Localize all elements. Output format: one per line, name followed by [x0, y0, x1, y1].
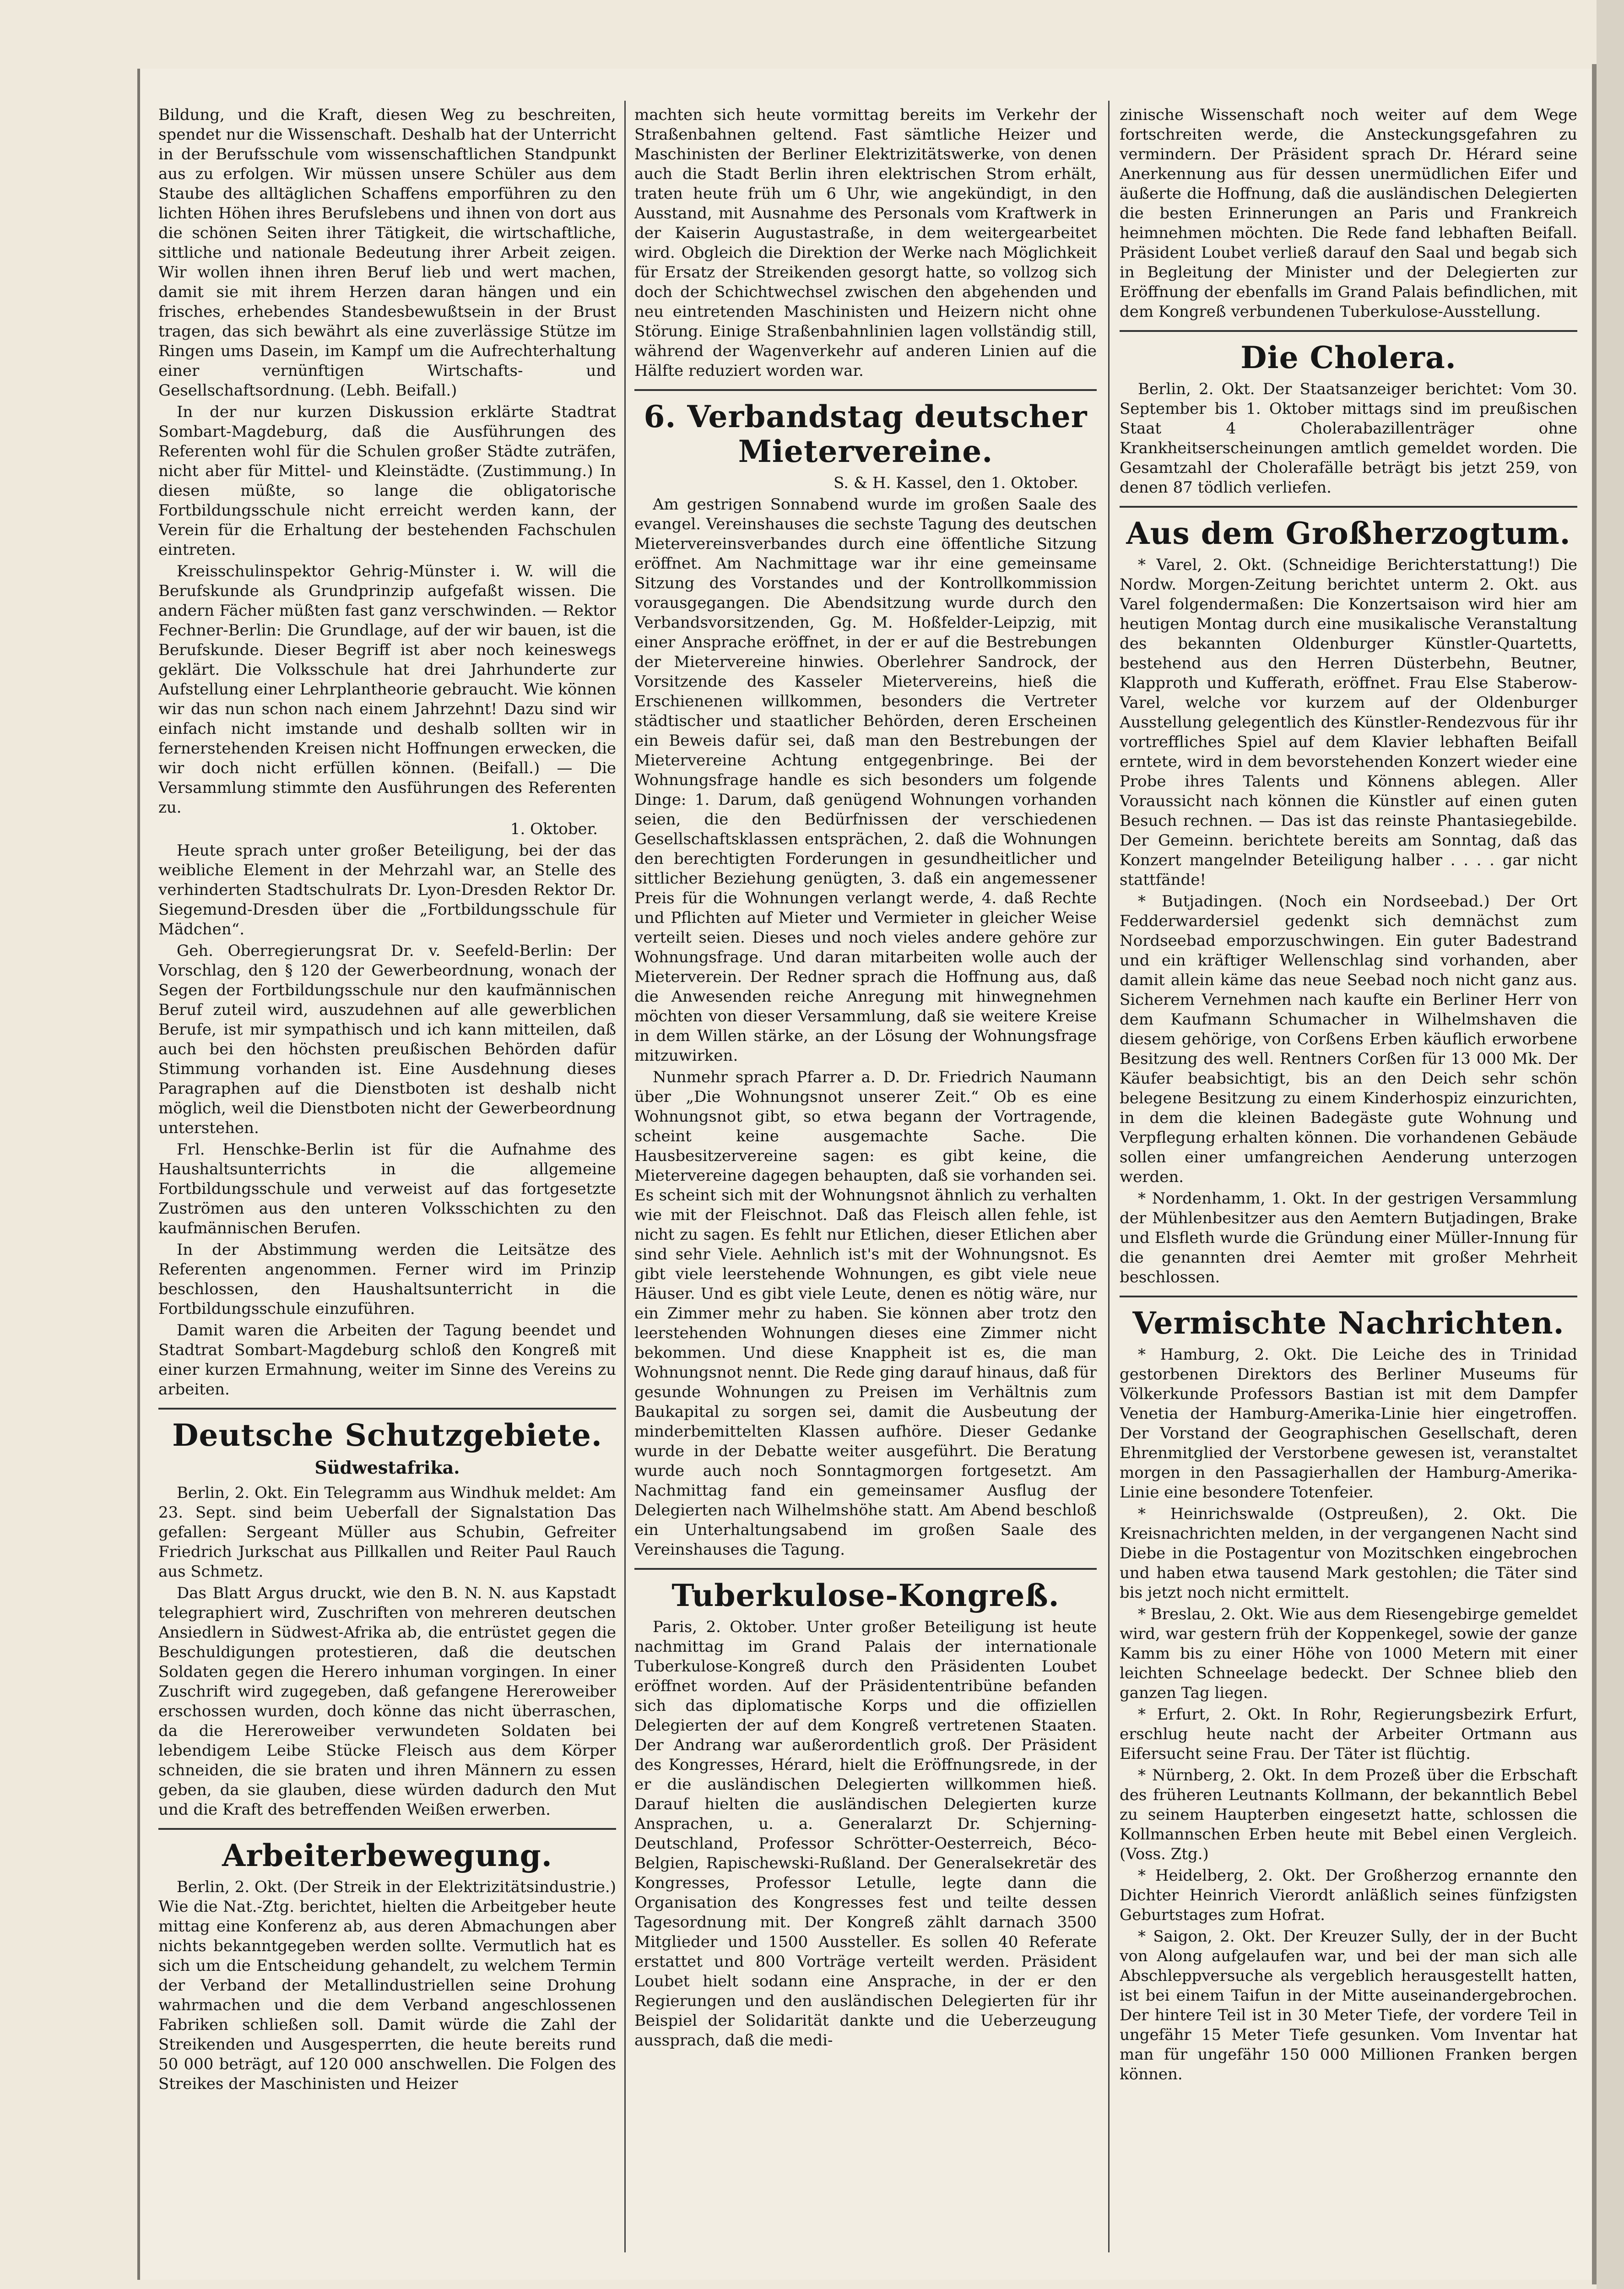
article-text: Paris, 2. Oktober. Unter großer Beteiligung ist heute nachmittag im Grand Palais der internationale Tuberkulose-Kongreß durch den Präsidenten Loubet eröffnet worden. Auf der Präsidententribüne befanden sich das diplomatische Korps und die offiziellen Delegierten der auf dem Kongreß vertretenen Staaten. Der Andrang war außerordentlich groß. Der Präsident des Kongresses, Hérard, hielt die Eröffnungsrede, in der er die ausländischen Delegierten willkommen hieß. Darauf hielten die ausländischen Delegierten kurze Ansprachen, u. a. Generalarzt Dr. Schjerning-Deutschland, Professor Schrötter-Oesterreich, Béco-Belgien, Rapischewski-Rußland. Der Generalsekretär des Kongresses, Professor Letulle, legte dann die Organisation des Kongresses fest und teilte dessen Tagesordnung mit. Der Kongreß zählt darnach 3500 Mitglieder und 1500 Aussteller. Es sollen 40 Referate erstattet und 800 Vorträge verteilt werden. Präsident Loubet hielt sodann eine Ansprache, in der er den Regierungen und den ausländischen Delegierten für ihr Beispiel der Solidarität dankte und die Ueberzeugung aussprach, daß die medi-: [634, 1618, 1097, 2050]
section-divider: [1120, 330, 1577, 332]
article-text: In der nur kurzen Diskussion erklärte Stadtrat Sombart-Magdeburg, daß die Ausführungen des Referenten wohl für die Schulen großer Städte zuträfen, nicht aber für Mittel- und Kleinstädte. (Zustimmung.) In diesen müßte, so lange die obligatorische Fortbildungsschule nicht erreicht werden kann, der Verein für die Erhaltung der bestehenden Fachschulen eintreten.: [158, 403, 616, 559]
section-divider: [634, 1568, 1097, 1570]
article-text: * Butjadingen. (Noch ein Nordseebad.) Der Ort Fedderwardersiel gedenkt sich demnächst zum Nordseebad emporzuschwingen. Ein guter Badestrand und ein kräftiger Wellenschlag sind vorhanden, aber damit allein käme das neue Seebad noch nicht ganz aus. Sicherem Vernehmen nach kaufte ein Berliner Herr von dem Kaufmann Schumacher in Wilhelmshaven die diesem gehörige, von Corßens Erben käuflich erworbene Besitzung des well. Rentners Corßen für 13 000 Mk. Der Käufer beabsichtigt, bis an den Deich sehr schön belegene Besitzung zu einem Kinderhospiz einzurichten, in dem die kleinen Badegäste gute Wohnung und Verpflegung erhalten können. Die vorhandenen Gebäude sollen einer umfangreichen Aenderung unterzogen werden.: [1120, 892, 1577, 1186]
section-heading: Arbeiterbewegung.: [222, 1838, 552, 1873]
section-heading: Vermischte Nachrichten.: [1132, 1305, 1564, 1341]
article-text: Geh. Oberregierungsrat Dr. v. Seefeld-Berlin: Der Vorschlag, den § 120 der Gewerbeordnung, wonach der Segen der Fortbildungsschule nur den kaufmännischen Beruf zuteil wird, auszudehnen auf alle gewerblichen Berufe, ist mir sympathisch und ich kann mitteilen, daß auch bei den höchsten preußischen Behörden dafür Stimmung vorhanden ist. Eine Ausdehnung dieses Paragraphen auf die Dienstboten ist deshalb nicht möglich, weil die Dienstboten nicht der Gewerbeordnung unterstehen.: [158, 942, 616, 1137]
column-1: [158, 105, 616, 2248]
article-text: * Saigon, 2. Okt. Der Kreuzer Sully, der in der Bucht von Along aufgelaufen war, und bei der man sich alle Abschleppversuche als vergeblich herausgestellt hatten, ist bei einem Taifun in der Mitte auseinandergebrochen. Der hintere Teil ist in 30 Meter Tiefe, der vordere Teil in ungefähr 15 Meter Tiefe gesunken. Vom Inventar hat man für ungefähr 150 000 Millionen Franken bergen können.: [1120, 1927, 1577, 2083]
article-text: Berlin, 2. Okt. Der Staatsanzeiger berichtet: Vom 30. September bis 1. Oktober mittags sind im preußischen Staat 4 Cholerabazillenträger ohne Krankheitserscheinungen amtlich gemeldet worden. Die Gesamtzahl der Cholerafälle beträgt bis jetzt 259, von denen 87 tödlich verliefen.: [1120, 380, 1577, 497]
article-text: * Heinrichswalde (Ostpreußen), 2. Okt. Die Kreisnachrichten melden, in der vergangenen Nacht sind Diebe in die Postagentur von Mozitschken eingebrochen und haben etwa tausend Mark gestohlen; die Täter sind bis jetzt noch nicht ermittelt.: [1120, 1505, 1577, 1602]
page-edge-shadow: [1592, 64, 1597, 2284]
article-text: * Hamburg, 2. Okt. Die Leiche des in Trinidad gestorbenen Direktors des Berliner Museums für Völkerkunde Professors Bastian ist mit dem Dampfer Venetia der Hamburg-Amerika-Linie hier eingetroffen. Der Vorstand der Geographischen Gesellschaft, deren Ehrenmitglied der Verstorbene gewesen ist, veranstaltet morgen in den Passagierhallen der Hamburg-Amerika-Linie eine besondere Totenfeier.: [1120, 1345, 1577, 1502]
column-rule: [1108, 101, 1110, 2252]
section-subheading: Südwestafrika.: [314, 1457, 460, 1478]
article-text: Bildung, und die Kraft, diesen Weg zu beschreiten, spendet nur die Wissenschaft. Deshalb hat der Unterricht in der Berufsschule vom wissenschaftlichen Standpunkt aus zu erfolgen. Wir müssen unsere Schüler aus dem Staube des alltäglichen Schaffens emporführen zu den lichten Höhen ihres Berufslebens und ihnen von dort aus die schönen Seiten ihrer Tätigkeit, die wirtschaftliche, sittliche und nationale Bedeutung ihrer Arbeit zeigen. Wir wollen ihnen ihren Beruf lieb und wert machen, damit sie mit ihrem Herzen daran hängen und ein frisches, erhebendes Standesbewußtsein in der Brust tragen, das sich bewährt als eine zuverlässige Stütze im Ringen ums Dasein, im Kampf um die Aufrechterhaltung einer vernünftigen Wirtschafts- und Gesellschaftsordnung. (Lebh. Beifall.): [158, 106, 616, 400]
section-heading: Die Cholera.: [1240, 340, 1456, 375]
section-divider: [1120, 1296, 1577, 1297]
newspaper-page: [137, 69, 1596, 2280]
dateline: 1. Oktober.: [510, 820, 598, 838]
article-text: Damit waren die Arbeiten der Tagung beendet und Stadtrat Sombart-Magdeburg schloß den Kongreß mit einer kurzen Ermahnung, weiter im Sinne des Vereins zu arbeiten.: [158, 1321, 616, 1399]
article-text: Am gestrigen Sonnabend wurde im großen Saale des evangel. Vereinshauses die sechste Tagung des deutschen Mietervereinsverbandes durch eine öffentliche Sitzung eröffnet. Am Nachmittage war ihr eine gemeinsame Sitzung des Vorstandes und der Kontrollkommission vorausgegangen. Die Abendsitzung wurde durch den Verbandsvorsitzenden, Gg. M. Hoßfelder-Leipzig, mit einer Ansprache eröffnet, in der er auf die Bestrebungen der Mietervereine hinwies. Oberlehrer Sandrock, der Vorsitzende des Kasseler Mietervereins, hieß die Erschienenen willkommen, besonders die Vertreter städtischer und staatlicher Behörden, deren Erscheinen ein Beweis dafür sei, daß man den Bestrebungen der Mietervereine Achtung entgegenbringe. Bei der Wohnungsfrage handle es sich besonders um folgende Dinge: 1. Darum, daß genügend Wohnungen vorhanden seien, die den Bedürfnissen der verschiedenen Gesellschaftsklassen entsprächen, 2. daß die Wohnungen den berechtigten Forderungen in gesundheitlicher und sittlicher Beziehung genügten, 3. daß ein angemessener Preis für die Wohnungen verlangt werde, 4. daß Rechte und Pflichten auf Mieter und Vermieter in gleicher Weise verteilt seien. Dieses und noch vieles andere gehöre zur Wohnungsfrage. Und daran mitarbeiten wolle auch der Mieterverein. Der Redner sprach die Hoffnung aus, daß die Anwesenden reiche Anregung mit hinwegnehmen möchten von dieser Versammlung, daß sie weitere Kreise in dem Willen stärke, an der Lösung der Wohnungsfrage mitzuwirken.: [634, 495, 1097, 1065]
article-text: Frl. Henschke-Berlin ist für die Aufnahme des Haushaltsunterrichts in die allgemeine Fortbildungsschule und verweist auf das fortgesetzte Zuströmen aus den unteren Volksschichten zu den kaufmännischen Berufen.: [158, 1140, 616, 1237]
article-text: * Erfurt, 2. Okt. In Rohr, Regierungsbezirk Erfurt, erschlug heute nacht der Arbeiter Ortmann aus Eifersucht seine Frau. Der Täter ist flüchtig.: [1120, 1705, 1577, 1763]
article-text: machten sich heute vormittag bereits im Verkehr der Straßenbahnen geltend. Fast sämtliche Heizer und Maschinisten der Berliner Elektrizitätswerke, von denen auch die Stadt Berlin ihren elektrischen Strom erhält, traten heute früh um 6 Uhr, wie angekündigt, in den Ausstand, mit Ausnahme des Personals vom Kraftwerk in der Kaiserin Augustastraße, in dem weitergearbeitet wird. Obgleich die Direktion der Werke nach Möglichkeit für Ersatz der Streikenden gesorgt hatte, so vollzog sich doch der Schichtwechsel zwischen den abgehenden und neu eintretenden Maschinisten und Heizern nicht ohne Störung. Einige Straßenbahnlinien lagen vollständig still, während der Wagenverkehr auf anderen Linien auf die Hälfte reduziert worden war.: [634, 106, 1097, 380]
article-text: Heute sprach unter großer Beteiligung, bei der das weibliche Element in der Mehrzahl war, an Stelle des verhinderten Stadtschulrats Dr. Lyon-Dresden Rektor Dr. Siegemund-Dresden über die „Fortbildungsschule für Mädchen“.: [158, 841, 616, 938]
section-divider: [1120, 506, 1577, 508]
section-divider: [634, 389, 1097, 391]
dateline: S. & H. Kassel, den 1. Oktober.: [834, 474, 1078, 492]
article-text: zinische Wissenschaft noch weiter auf dem Wege fortschreiten werde, die Ansteckungsgefahren zu vermindern. Der Präsident sprach Dr. Hérard seine Anerkennung aus für dessen unermüdlichen Eifer und äußerte die Hoffnung, daß die ausländischen Delegierten die besten Erinnerungen an Paris und Frankreich heimnehmen möchten. Die Rede fand lebhaften Beifall. Präsident Loubet verließ darauf den Saal und begab sich in Begleitung der Minister und der Delegierten zur Eröffnung der ebenfalls im Grand Palais befindlichen, mit dem Kongreß verbundenen Tuberkulose-Ausstellung.: [1120, 106, 1577, 321]
article-text: Berlin, 2. Okt. (Der Streik in der Elektrizitätsindustrie.) Wie die Nat.-Ztg. berichtet, hielten die Arbeitgeber heute mittag eine Konferenz ab, aus deren Abmachungen aber nichts bekanntgegeben werden sollte. Vermutlich hat es sich um die Entscheidung gehandelt, zu welchem Termin der Verband der Metallindustriellen seine Drohung wahrmachen und die dem Verband angeschlossenen Fabriken schließen soll. Damit würde die Zahl der Streikenden und Ausgesperrten, die heute bereits rund 50 000 beträgt, auf 120 000 anschwellen. Die Folgen des Streikes der Maschinisten und Heizer: [158, 1878, 616, 2093]
article-text: * Nürnberg, 2. Okt. In dem Prozeß über die Erbschaft des früheren Leutnants Kollmann, der bekanntlich Bebel zu seinem Haupterben eingesetzt hatte, schlossen die Kollmannschen Erben heute mit Bebel einen Vergleich. (Voss. Ztg.): [1120, 1766, 1577, 1863]
section-heading: Deutsche Schutzgebiete.: [172, 1417, 602, 1453]
article-text: * Heidelberg, 2. Okt. Der Großherzog ernannte den Dichter Heinrich Vierordt anläßlich seines fünfzigsten Geburtstages zum Hofrat.: [1120, 1866, 1577, 1924]
section-heading: 6. Verbandstag deutscher Mietervereine.: [644, 399, 1088, 469]
section-heading: Aus dem Großherzogtum.: [1126, 515, 1571, 551]
column-rule: [624, 101, 626, 2252]
column-2: [634, 105, 1097, 2248]
article-text: Berlin, 2. Okt. Ein Telegramm aus Windhuk meldet: Am 23. Sept. sind beim Ueberfall der Signalstation Das gefallen: Sergeant Müller aus Schubin, Gefreiter Friedrich Jurkschat aus Pillkallen und Reiter Paul Rauch aus Schmetz.: [158, 1484, 616, 1581]
article-text: Das Blatt Argus druckt, wie den B. N. N. aus Kapstadt telegraphiert wird, Zuschriften von mehreren deutschen Ansiedlern in Südwest-Afrika ab, die entrüstet gegen die Beschuldigungen protestieren, daß die deutschen Soldaten gegen die Herero inhuman vorgingen. In einer Zuschrift wird zugegeben, daß gefangene Hereroweiber erschossen wurden, doch könne das nicht überraschen, da die Hereroweiber verwundeten Soldaten bei lebendigem Leibe Stücke Fleisch aus dem Körper schneiden, die sie braten und ihren Männern zu essen geben, da sie glauben, diese würden dadurch den Mut und die Kraft des betreffenden Weißen erwerben.: [158, 1584, 616, 1819]
article-text: Nunmehr sprach Pfarrer a. D. Dr. Friedrich Naumann über „Die Wohnungsnot unserer Zeit.“ Ob es eine Wohnungsnot gibt, so etwa begann der Vortragende, scheint keine ausgemachte Sache. Die Hausbesitzervereine sagen: es gibt keine, die Mietervereine dagegen behaupten, daß sie vorhanden sei. Es scheint sich mit der Wohnungsnot ähnlich zu verhalten wie mit der Fleischnot. Daß das Fleisch allen fehle, ist nicht zu sagen. Es fehlt nur Etlichen, dieser Etlichen aber sind sehr Viele. Aehnlich ist's mit der Wohnungsnot. Es gibt viele leerstehende Wohnungen, es gibt viele neue Häuser. Und es gibt viele Leute, denen es nötig wäre, nur ein Zimmer mehr zu haben. Sie können aber trotz den leerstehenden Wohnungen dieses eine Zimmer nicht bekommen. Und diese Knappheit ist es, die man Wohnungsnot nennt. Die Rede ging darauf hinaus, daß für gesunde Wohnungen zu Preisen im Verhältnis zum Baukapital zu sorgen sei, damit die Ausbeutung der minderbemittelten Klassen aufhöre. Dieser Gedanke wurde in der Debatte weiter ausgeführt. Die Beratung wurde auch noch Sonntagmorgen fortgesetzt. Am Nachmittag fand ein gemeinsamer Ausflug der Delegierten nach Wilhelmshöhe statt. Am Abend beschloß ein Unterhaltungsabend im großen Saale des Vereinshauses die Tagung.: [634, 1068, 1097, 1559]
article-text: * Nordenhamm, 1. Okt. In der gestrigen Versammlung der Mühlenbesitzer aus den Aemtern Butjadingen, Brake und Elsfleth wurde die Gründung einer Müller-Innung für die genannten drei Aemter mit großer Mehrheit beschlossen.: [1120, 1189, 1577, 1286]
page-edge: [1597, 0, 1624, 2289]
article-text: In der Abstimmung werden die Leitsätze des Referenten angenommen. Ferner wird im Prinzip beschlossen, den Haushaltsunterricht in die Fortbildungsschule einzuführen.: [158, 1241, 616, 1318]
section-divider: [158, 1408, 616, 1410]
section-heading: Tuberkulose-Kongreß.: [671, 1578, 1060, 1613]
section-divider: [158, 1828, 616, 1830]
column-3: [1120, 105, 1577, 2248]
article-text: * Varel, 2. Okt. (Schneidige Berichterstattung!) Die Nordw. Morgen-Zeitung berichtet unterm 2. Okt. aus Varel folgendermaßen: Die Konzertsaison wird hier am heutigen Montag durch eine musikalische Veranstaltung des bekannten Oldenburger Künstler-Quartetts, bestehend aus den Herren Düsterbehn, Beutner, Klapproth und Kufferath, eröffnet. Frau Else Staberow-Varel, welche vor kurzem auf der Oldenburger Ausstellung gelegentlich des Künstler-Rendezvous für ihr vortreffliches Spiel auf dem Klavier lebhaften Beifall erntete, wird in dem bevorstehenden Konzert wieder eine Probe ihres Talents und Könnens ablegen. Aller Voraussicht nach können die Künstler auf einen guten Besuch rechnen. — Das ist das reinste Phantasiegebilde. Der Gemeinn. berichtete bereits am Sonntag, daß das Konzert mangelnder Beteiligung halber . . . . gar nicht stattfände!: [1120, 556, 1577, 889]
article-text: Kreisschulinspektor Gehrig-Münster i. W. will die Berufskunde als Grundprinzip aufgefaßt wissen. Die andern Fächer müßten fast ganz verschwinden. — Rektor Fechner-Berlin: Die Grundlage, auf der wir bauen, ist die Berufskunde. Dieser Begriff ist aber noch keineswegs geklärt. Die Volksschule hat drei Jahrhunderte zur Aufstellung einer Lehrplantheorie gebraucht. Wie können wir das nun schon nach einem Jahrzehnt! Dazu sind wir einfach nicht imstande und deshalb sollten wir in fernerstehenden Kreisen nicht Hoffnungen erwecken, die wir doch nicht erfüllen können. (Beifall.) — Die Versammlung stimmte den Ausführungen des Referenten zu.: [158, 562, 616, 817]
article-text: * Breslau, 2. Okt. Wie aus dem Riesengebirge gemeldet wird, war gestern früh der Koppenkegel, sowie der ganze Kamm bis zu einer Höhe von 1000 Metern mit einer leichten Schneelage bedeckt. Der Schnee blieb den ganzen Tag liegen.: [1120, 1605, 1577, 1702]
